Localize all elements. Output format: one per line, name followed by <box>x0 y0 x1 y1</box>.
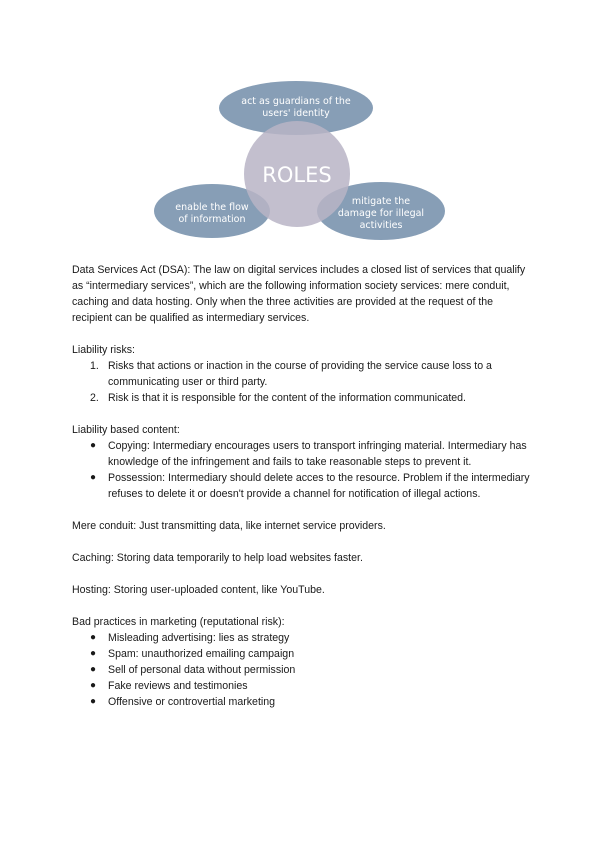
petal-top-line-1: act as guardians of the <box>241 96 351 107</box>
bad-practices-list <box>72 630 532 710</box>
petal-left-line-2: of information <box>178 214 246 225</box>
bullet-icon: ● <box>90 696 97 707</box>
list-item: ● Misleading advertising: lies as strategy <box>90 632 290 644</box>
list-item: ● Copying: Intermediary encourages users to transport infringing material. Intermediary has knowledge of the infringement and fails to take reasonable steps to prevent it. <box>90 440 527 468</box>
roles-title: ROLES <box>262 163 332 187</box>
petal-right-line-2: damage for illegal <box>337 208 425 219</box>
hosting-paragraph: Hosting: Storing user-uploaded content, like YouTube. <box>72 584 325 596</box>
list-item: ● Spam: unauthorized emailing campaign <box>90 648 295 660</box>
liability-content-list <box>72 438 532 502</box>
bullet-icon: ● <box>90 632 97 643</box>
document-body <box>72 262 532 710</box>
bullet-icon: ● <box>90 680 97 691</box>
bullet-icon: ● <box>90 472 97 483</box>
petal-left-line-1: enable the flow <box>175 202 249 213</box>
petal-right-line-1: mitigate the <box>351 196 411 207</box>
bullet-icon: ● <box>90 648 97 659</box>
bullet-icon: ● <box>90 664 97 675</box>
liability-risks-heading: Liability risks: <box>72 344 135 356</box>
caching-paragraph: Caching: Storing data temporarily to help load websites faster. <box>72 552 363 564</box>
petal-top-line-2: users' identity <box>262 108 330 119</box>
list-item: 2. Risk is that it is responsible for the content of the information communicated. <box>90 392 467 404</box>
list-item: ● Possession: Intermediary should delete acces to the resource. Problem if the intermediary refuses to delete it or doesn't provide a channel for notification of illegal actions. <box>90 472 530 500</box>
petal-right-line-3: activities <box>359 220 403 231</box>
liability-content-heading: Liability based content: <box>72 424 180 436</box>
list-item: ● Sell of personal data without permission <box>90 664 296 676</box>
liability-risks-list <box>72 358 532 406</box>
list-item: 1. Risks that actions or inaction in the course of providing the service cause loss to a communicating user or third party. <box>90 360 492 388</box>
bullet-icon: ● <box>90 440 97 451</box>
list-item: ● Fake reviews and testimonies <box>90 680 248 692</box>
intro-paragraph: Data Services Act (DSA): The law on digital services includes a closed list of services that qualify as “intermediary services”, which are the following information society services: mere conduit, caching and data hosting. Only when the three activities are provided at the request of the recipient can be qualified as intermediary services. <box>72 264 526 324</box>
roles-diagram <box>0 0 600 250</box>
mere-conduit-paragraph: Mere conduit: Just transmitting data, like internet service providers. <box>72 520 386 532</box>
list-item: ● Offensive or controvertial marketing <box>90 696 276 708</box>
bad-practices-heading: Bad practices in marketing (reputational risk): <box>72 616 285 628</box>
